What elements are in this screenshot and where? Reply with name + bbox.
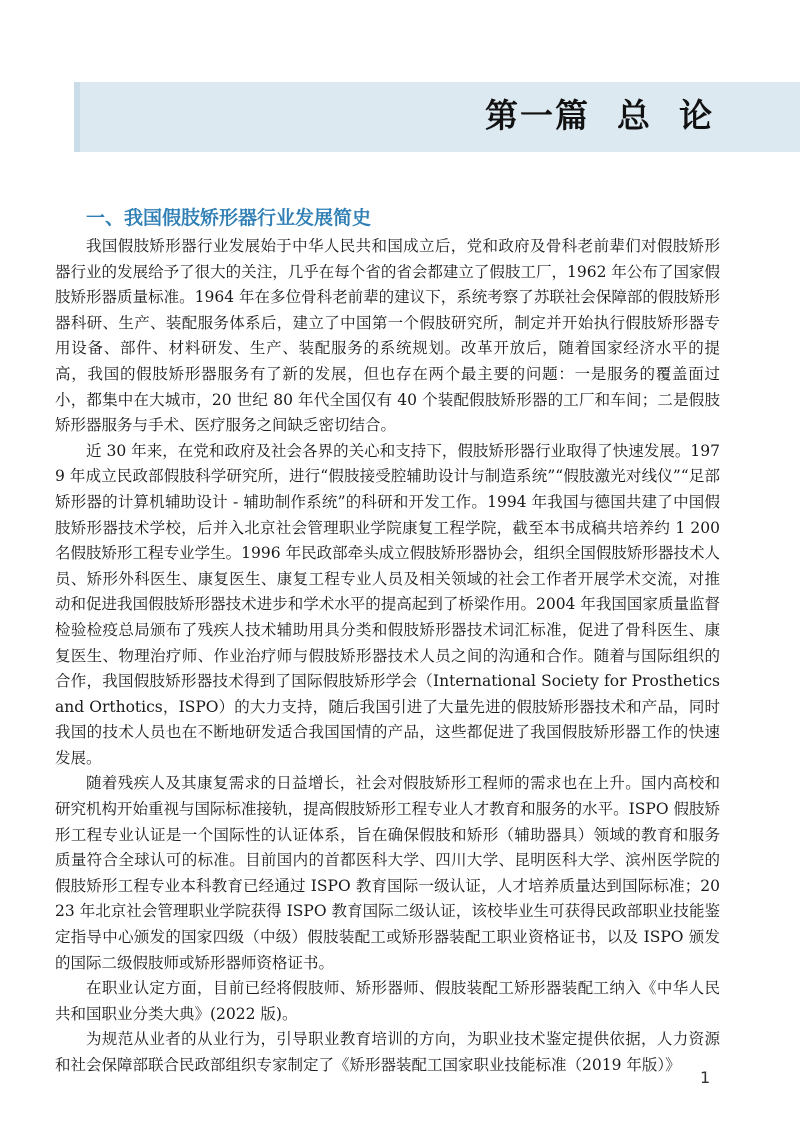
paragraph: 随着残疾人及其康复需求的日益增长，社会对假肢矫形工程师的需求也在上升。国内高校和研究机构开始重视与国际标准接轨，提高假肢矫形工程专业人才教育和服务的水平。ISPO 假肢矫形工程专业认证是一个国际性的认证体系，旨在确保假肢和矫形（辅助器具）领域的教育和服务质量符合全球认可的标准。目前国内的首都医科大学、四川大学、昆明医科大学、滨州医学院的假肢矫形工程专业本科教育已经通过 ISPO 教育国际一级认证，人才培养质量达到国际标准；2023 年北京社会管理职业学院获得 ISPO 教育国际二级认证，该校毕业生可获得民政部职业技能鉴定指导中心颁发的国家四级（中级）假肢装配工或矫形器装配工职业资格证书，以及 ISPO 颁发的国际二级假肢师或矫形器师资格证书。 [55, 774, 720, 972]
paragraph: 我国假肢矫形器行业发展始于中华人民共和国成立后，党和政府及骨科老前辈们对假肢矫形器行业的发展给予了很大的关注，几乎在每个省的省会都建立了假肢工厂，1962 年公布了国家假肢矫形器质量标准。1964 年在多位骨科老前辈的建议下，系统考察了苏联社会保障部的假肢矫形器科研、生产、装配服务体系后，建立了中国第一个假肢研究所，制定并开始执行假肢矫形器专用设备、部件、材料研发、生产、装配服务的系统规划。改革开放后，随着国家经济水平的提高，我国的假肢矫形器服务有了新的发展，但也存在两个最主要的问题：一是服务的覆盖面过小，都集中在大城市，20 世纪 80 年代全国仅有 40 个装配假肢矫形器的工厂和车间；二是假肢矫形器服务与手术、医疗服务之间缺乏密切结合。 [55, 237, 720, 435]
part-title: 第一篇 总 论 [485, 96, 714, 135]
body-text [55, 234, 720, 1079]
page-number: 1 [700, 1068, 711, 1087]
part-header-accent [74, 82, 80, 152]
paragraph: 近 30 年来，在党和政府及社会各界的关心和支持下，假肢矫形器行业取得了快速发展。1979 年成立民政部假肢科学研究所，进行“假肢接受腔辅助设计与制造系统”“假肢激光对线仪”“足部矫形器的计算机辅助设计 - 辅助制作系统”的科研和开发工作。1994 年我国与德国共建了中国假肢矫形器技术学校，后并入北京社会管理职业学院康复工程学院，截至本书成稿共培养约 1 200 名假肢矫形工程专业学生。1996 年民政部牵头成立假肢矫形器协会，组织全国假肢矫形器技术人员、矫形外科医生、康复医生、康复工程专业人员及相关领域的社会工作者开展学术交流，对推动和促进我国假肢矫形器技术进步和学术水平的提高起到了桥梁作用。2004 年我国国家质量监督检验检疫总局颁布了残疾人技术辅助用具分类和假肢矫形器技术词汇标准，促进了骨科医生、康复医生、物理治疗师、作业治疗师与假肢矫形器技术人员之间的沟通和合作。随着与国际组织的合作，我国假肢矫形器技术得到了国际假肢矫形学会（International Society for Prosthetics and Orthotics，ISPO）的大力支持，随后我国引进了大量先进的假肢矫形器技术和产品，同时我国的技术人员也在不断地研发适合我国国情的产品，这些都促进了我国假肢矫形器工作的快速发展。 [55, 441, 720, 767]
paragraph: 在职业认定方面，目前已经将假肢师、矫形器师、假肢装配工矫形器装配工纳入《中华人民共和国职业分类大典》(2022 版)。 [55, 979, 720, 1023]
section-heading: 一、我国假肢矫形器行业发展简史 [86, 207, 372, 229]
paragraph: 为规范从业者的从业行为，引导职业教育培训的方向，为职业技术鉴定提供依据，人力资源和社会保障部联合民政部组织专家制定了《矫形器装配工国家职业技能标准（2019 年版）》 [55, 1030, 720, 1074]
